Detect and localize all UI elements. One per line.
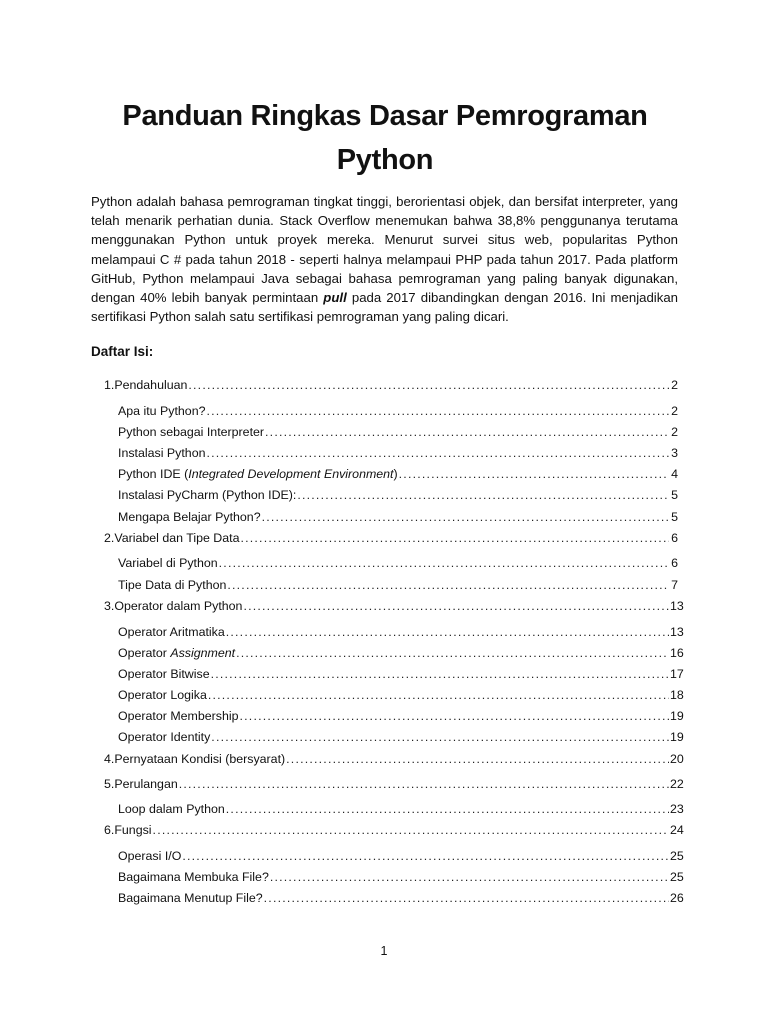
toc-entry-page: 18 bbox=[670, 688, 684, 702]
toc-dot-leader bbox=[399, 466, 669, 482]
toc-entry-label: Operator Logika bbox=[118, 688, 207, 702]
toc-dot-leader bbox=[206, 445, 669, 461]
toc-entry-page: 4 bbox=[671, 467, 678, 481]
toc-dot-leader bbox=[153, 822, 669, 838]
toc-dot-leader bbox=[188, 377, 669, 393]
toc-entry-page: 2 bbox=[671, 378, 678, 392]
toc-entry[interactable] bbox=[118, 729, 684, 745]
toc-entry[interactable] bbox=[104, 751, 684, 767]
toc-entry-page: 24 bbox=[670, 823, 684, 837]
toc-entry-number: 5. bbox=[104, 777, 115, 791]
toc-entry-number: 4. bbox=[104, 752, 115, 766]
toc-entry-label: Mengapa Belajar Python? bbox=[118, 510, 261, 524]
title-line-1: Panduan Ringkas Dasar Pemrograman bbox=[122, 100, 648, 132]
toc-entry-label: Operator Aritmatika bbox=[118, 625, 225, 639]
toc-entry[interactable] bbox=[104, 822, 684, 838]
toc-entry-label: Instalasi PyCharm (Python IDE): bbox=[118, 488, 297, 502]
toc-entry[interactable] bbox=[118, 708, 684, 724]
toc-entry[interactable] bbox=[118, 445, 678, 461]
toc-entry-number: 3. bbox=[104, 599, 115, 613]
toc-dot-leader bbox=[226, 624, 669, 640]
toc-entry-page: 16 bbox=[670, 646, 684, 660]
toc-dot-leader bbox=[211, 666, 669, 682]
toc-entry-page: 22 bbox=[670, 777, 684, 791]
toc-entry-page: 25 bbox=[670, 870, 684, 884]
toc-entry-page: 2 bbox=[671, 404, 678, 418]
toc-entry[interactable] bbox=[118, 424, 678, 440]
toc-entry-label: Pernyataan Kondisi (bersyarat) bbox=[114, 752, 286, 766]
toc-entry-label: Python IDE (Integrated Development Environment) bbox=[118, 467, 398, 481]
toc-dot-leader bbox=[286, 751, 669, 767]
toc-dot-leader bbox=[211, 729, 669, 745]
toc-entry-page: 2 bbox=[671, 425, 678, 439]
toc-entry[interactable] bbox=[118, 645, 684, 661]
toc-entry-page: 5 bbox=[671, 488, 678, 502]
toc-entry-page: 26 bbox=[670, 891, 684, 905]
toc-entry[interactable] bbox=[118, 848, 684, 864]
toc-entry-label: Instalasi Python bbox=[118, 446, 206, 460]
toc-heading: Daftar Isi: bbox=[91, 344, 154, 359]
toc-entry-page: 25 bbox=[670, 849, 684, 863]
toc-entry-label: Pendahuluan bbox=[114, 378, 188, 392]
toc-dot-leader bbox=[240, 530, 669, 546]
toc-entry-label: Fungsi bbox=[114, 823, 152, 837]
toc-entry-label: Operator Membership bbox=[118, 709, 239, 723]
title-line-2: Python bbox=[336, 144, 434, 176]
toc-entry[interactable] bbox=[118, 466, 678, 482]
toc-entry-page: 5 bbox=[671, 510, 678, 524]
toc-entry-page: 20 bbox=[670, 752, 684, 766]
page-number: 1 bbox=[380, 944, 388, 958]
toc-dot-leader bbox=[240, 708, 669, 724]
toc-entry-page: 6 bbox=[671, 556, 678, 570]
toc-entry-label: Operator Bitwise bbox=[118, 667, 210, 681]
toc-entry-page: 6 bbox=[671, 531, 678, 545]
toc-entry[interactable] bbox=[118, 577, 678, 593]
toc-entry-label: Operator Identity bbox=[118, 730, 211, 744]
toc-entry[interactable] bbox=[118, 403, 678, 419]
toc-entry-label: Apa itu Python? bbox=[118, 404, 206, 418]
toc-entry[interactable] bbox=[118, 555, 678, 571]
toc-entry-page: 13 bbox=[670, 599, 684, 613]
toc-dot-leader bbox=[219, 555, 669, 571]
intro-text-2: pada 2017 dibandingkan dengan 2016. Ini menjadikan sertifikasi Python salah satu sertifikasi pemrograman yang paling dicari. bbox=[91, 290, 678, 325]
toc-entry-label: Loop dalam Python bbox=[118, 802, 225, 816]
toc-dot-leader bbox=[265, 424, 669, 440]
toc-entry-label: Tipe Data di Python bbox=[118, 578, 227, 592]
toc-entry-label: Variabel di Python bbox=[118, 556, 218, 570]
toc-dot-leader bbox=[182, 848, 669, 864]
toc-entry-page: 23 bbox=[670, 802, 684, 816]
toc-dot-leader bbox=[226, 801, 669, 817]
toc-entry-label: Operator dalam Python bbox=[114, 599, 243, 613]
toc-dot-leader bbox=[297, 487, 669, 503]
toc-entry-label: Operator Assignment bbox=[118, 646, 236, 660]
document-title bbox=[90, 94, 680, 182]
toc-entry[interactable] bbox=[118, 666, 684, 682]
toc-dot-leader bbox=[208, 687, 669, 703]
toc-entry-number: 2. bbox=[104, 531, 115, 545]
toc-entry-label: Python sebagai Interpreter bbox=[118, 425, 265, 439]
toc-dot-leader bbox=[227, 577, 669, 593]
toc-entry[interactable] bbox=[118, 801, 684, 817]
toc-entry[interactable] bbox=[118, 687, 684, 703]
toc-dot-leader bbox=[179, 776, 669, 792]
toc-entry[interactable] bbox=[104, 377, 678, 393]
toc-dot-leader bbox=[264, 890, 669, 906]
toc-entry[interactable] bbox=[104, 598, 684, 614]
intro-bold-word: pull bbox=[323, 290, 347, 306]
toc-entry-number: 1. bbox=[104, 378, 115, 392]
toc-entry[interactable] bbox=[118, 509, 678, 525]
toc-entry-page: 19 bbox=[670, 730, 684, 744]
toc-entry-label: Bagaimana Membuka File? bbox=[118, 870, 269, 884]
toc-entry-page: 7 bbox=[671, 578, 678, 592]
toc-entry[interactable] bbox=[104, 530, 678, 546]
toc-entry-page: 17 bbox=[670, 667, 684, 681]
toc-dot-leader bbox=[243, 598, 669, 614]
toc-entry-number: 6. bbox=[104, 823, 115, 837]
intro-paragraph bbox=[91, 192, 678, 326]
toc-entry-label: Bagaimana Menutup File? bbox=[118, 891, 263, 905]
toc-entry[interactable] bbox=[118, 487, 678, 503]
toc-entry-label: Variabel dan Tipe Data bbox=[114, 531, 240, 545]
toc-entry-label: Operasi I/O bbox=[118, 849, 182, 863]
toc-entry[interactable] bbox=[118, 624, 684, 640]
toc-entry-page: 13 bbox=[670, 625, 684, 639]
toc-dot-leader bbox=[236, 645, 669, 661]
toc-entry[interactable] bbox=[104, 776, 684, 792]
toc-entry-label: Perulangan bbox=[114, 777, 178, 791]
toc-entry-page: 3 bbox=[671, 446, 678, 460]
toc-entry-page: 19 bbox=[670, 709, 684, 723]
toc-dot-leader bbox=[270, 869, 669, 885]
toc-entry[interactable] bbox=[118, 869, 684, 885]
toc-entry[interactable] bbox=[118, 890, 684, 906]
toc-dot-leader bbox=[262, 509, 669, 525]
toc-dot-leader bbox=[207, 403, 670, 419]
intro-text-1: Python adalah bahasa pemrograman tingkat tinggi, berorientasi objek, dan bersifat interpreter, yang telah menarik perhatian dunia. Stack Overflow menemukan bahwa 38,8% penggunanya terutama menggunakan Python untuk proyek mereka. Menurut survei situs web, popularitas Python melampaui C # pada tahun 2018 - seperti halnya melampaui PHP pada tahun 2017. Pada platform GitHub, Python melampaui Java sebagai bahasa pemrograman yang paling banyak digunakan, dengan 40% lebih banyak permintaan bbox=[91, 194, 678, 306]
